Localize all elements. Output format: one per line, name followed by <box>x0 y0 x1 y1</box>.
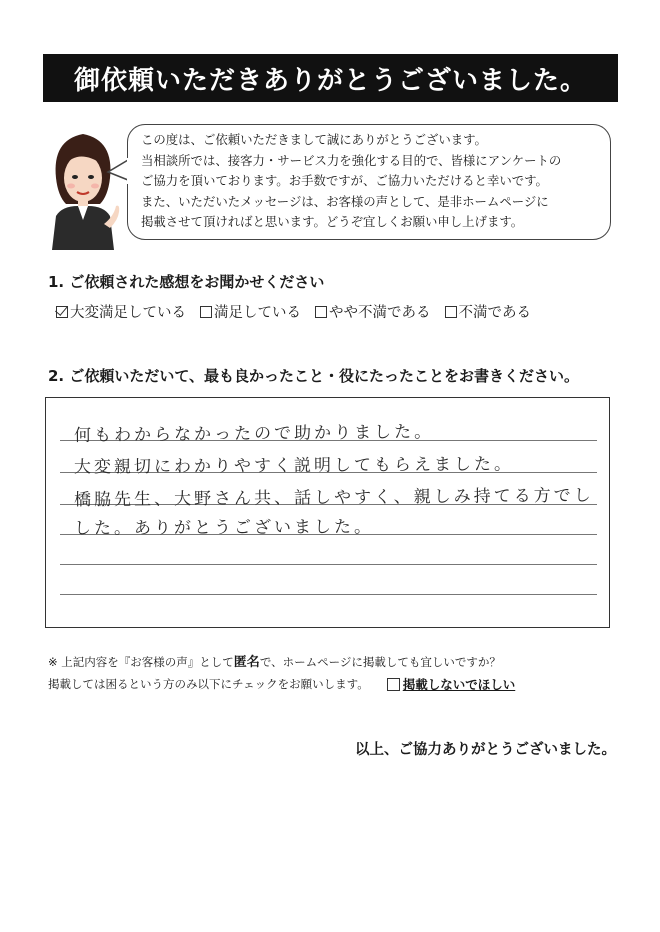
intro-line: 掲載させて頂ければと思います。どうぞ宜しくお願い申し上げます。 <box>141 214 524 229</box>
checkbox-icon[interactable] <box>200 306 212 318</box>
option-label: 大変満足している <box>70 305 186 321</box>
optout-row <box>48 675 515 693</box>
option-label: 満足している <box>214 305 301 321</box>
satisfaction-options <box>56 301 531 322</box>
question-1-label: 1. ご依頼された感想をお聞かせください <box>48 273 325 291</box>
checkbox-icon[interactable] <box>387 678 400 691</box>
question-2-label: 2. ご依頼いただいて、最も良かったこと・役にたったことをお書きください。 <box>48 367 580 385</box>
closing-message: 以上、ご協力ありがとうございました。 <box>355 742 616 758</box>
handwritten-answer-line: した。ありがとうございました。 <box>73 517 375 539</box>
handwritten-answer-line: 大変親切にわかりやすく説明してもらえました。 <box>73 454 515 478</box>
intro-line: また、いただいたメッセージは、お客様の声として、是非ホームページに <box>141 193 549 209</box>
page-title: 御依頼いただきありがとうございました。 <box>43 54 618 102</box>
bubble-tail-icon <box>106 158 134 184</box>
option-somewhat-dissatisfied[interactable] <box>315 301 431 322</box>
optout-option[interactable] <box>387 675 516 693</box>
answer-rule <box>60 594 597 595</box>
option-satisfied[interactable] <box>200 301 301 322</box>
consent-note-emphasis: 匿名 <box>233 655 260 670</box>
checkbox-icon[interactable] <box>445 306 457 318</box>
option-label: やや不満である <box>329 305 431 321</box>
consent-note-prefix: ※ 上記内容を『お客様の声』として <box>48 655 234 669</box>
optout-label: 掲載しないでほしい <box>402 677 516 692</box>
intro-text <box>141 130 601 233</box>
intro-line: 当相談所では、接客力・サービス力を強化する目的で、皆様にアンケートの <box>141 152 562 168</box>
checkbox-icon[interactable] <box>315 306 327 318</box>
checkbox-icon[interactable] <box>56 306 68 318</box>
optout-instruction: 掲載しては困るという方のみ以下にチェックをお願いします。 <box>48 677 369 691</box>
option-very-satisfied[interactable] <box>56 301 186 322</box>
handwritten-answer-line: 何もわからなかったので助かりました。 <box>73 422 435 446</box>
option-dissatisfied[interactable] <box>445 301 532 322</box>
consent-note <box>48 651 501 670</box>
option-label: 不満である <box>458 305 531 321</box>
intro-line: この度は、ご依頼いただきまして誠にありがとうございます。 <box>141 132 487 147</box>
staff-avatar <box>38 120 128 250</box>
handwritten-answer-line: 橋脇先生、大野さん共、話しやすく、親しみ持てる方でし <box>73 485 594 511</box>
intro-line: ご協力を頂いております。お手数ですが、ご協力いただけると幸いです。 <box>141 173 548 188</box>
consent-note-suffix: で、ホームページに掲載しても宜しいですか？ <box>259 655 501 669</box>
answer-rule <box>60 564 597 565</box>
